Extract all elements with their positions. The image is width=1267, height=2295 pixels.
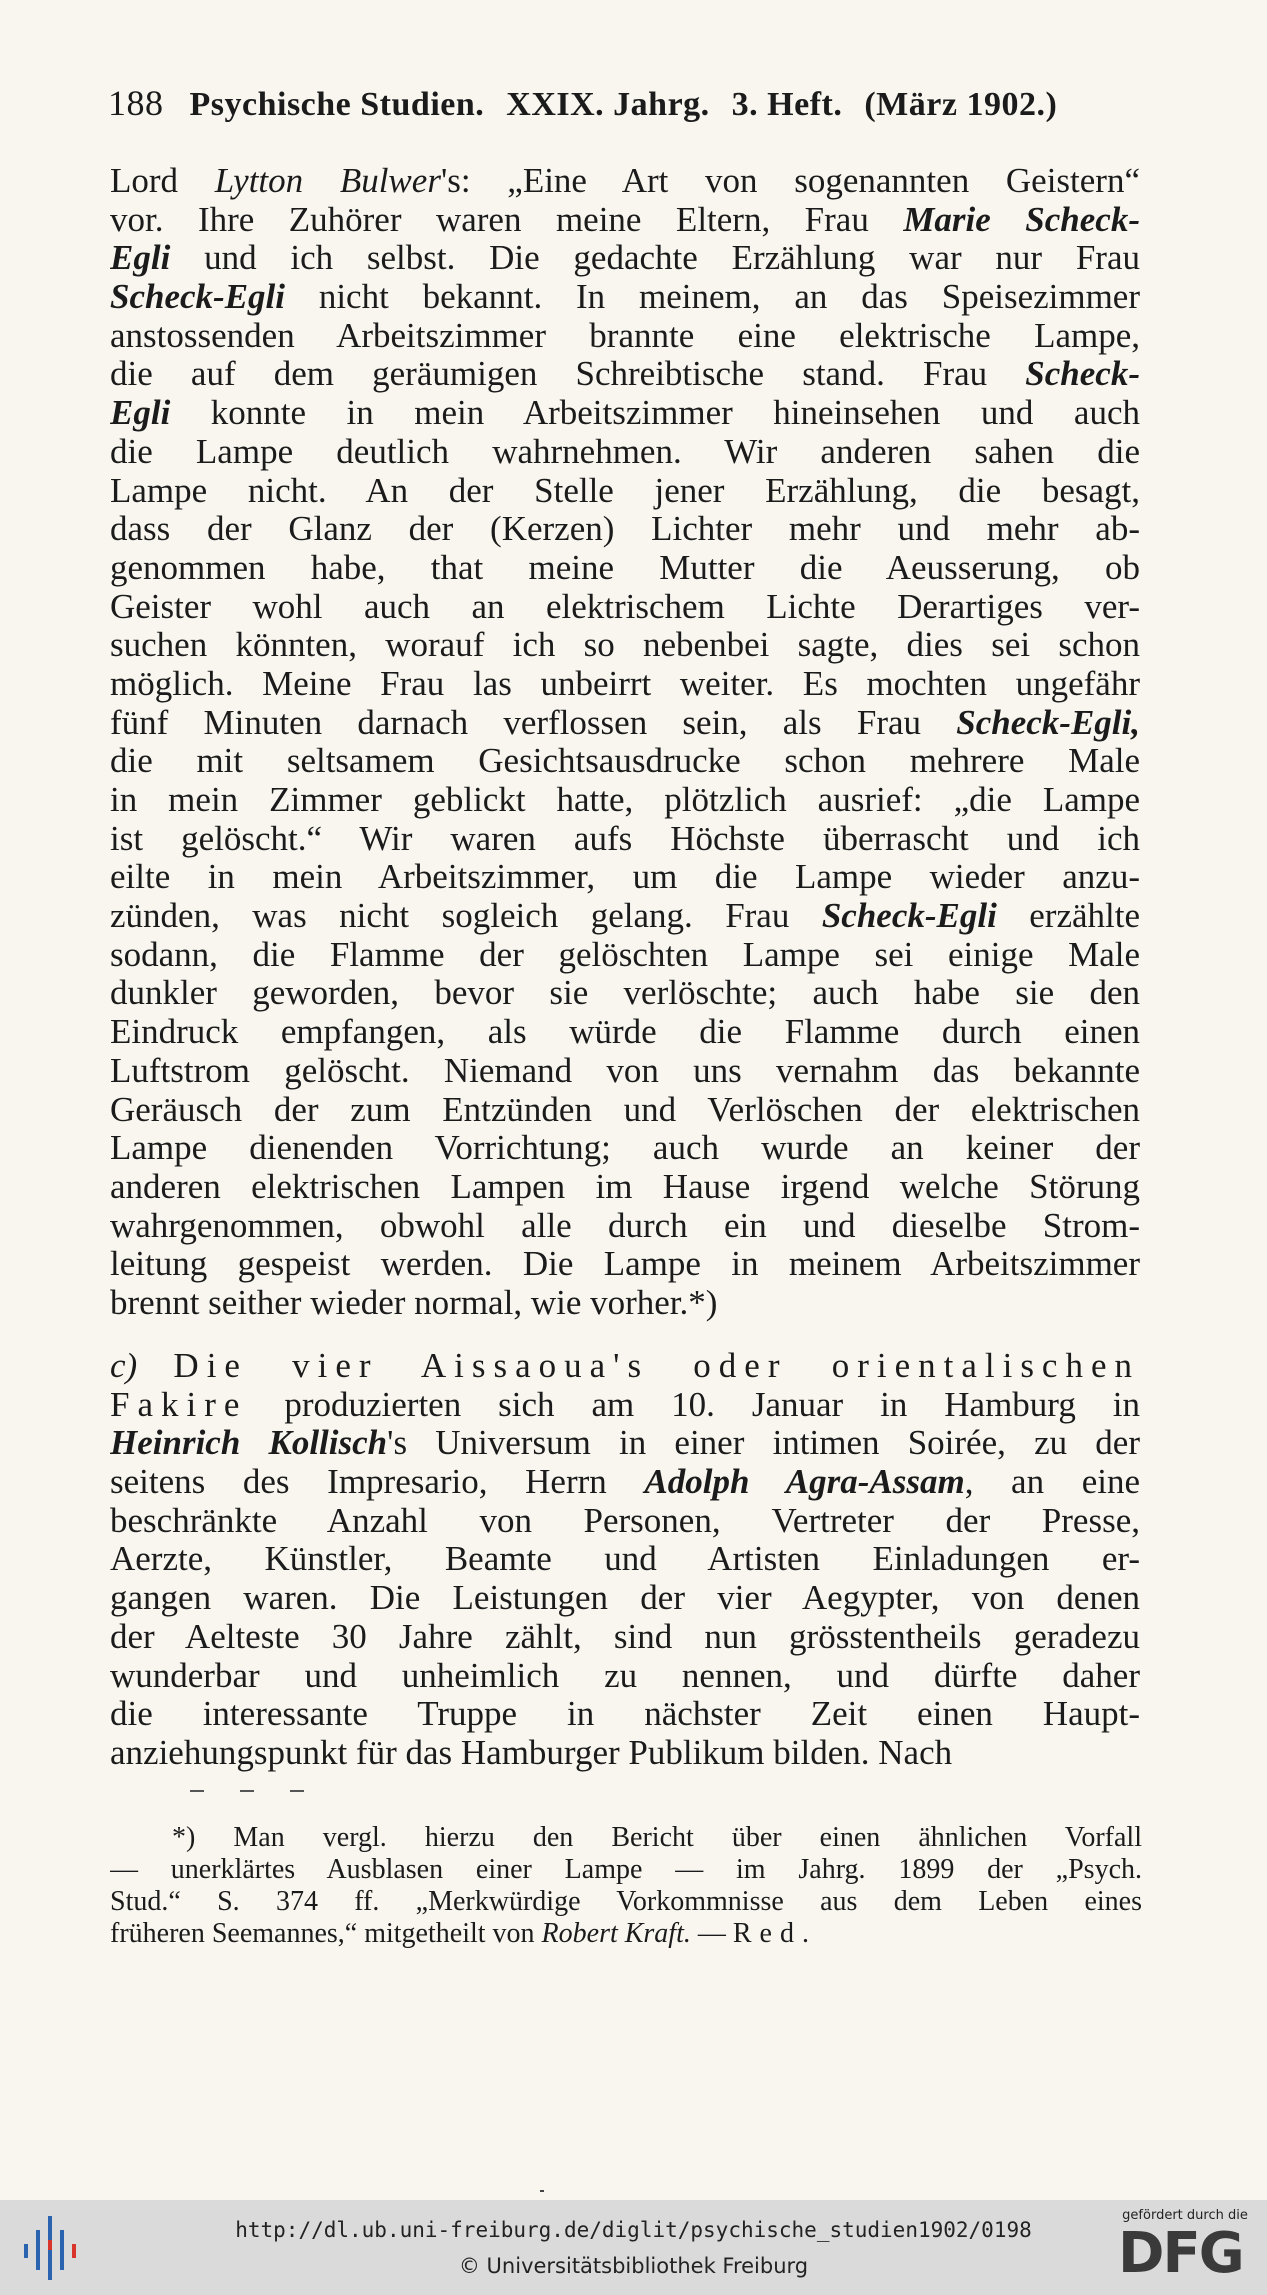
text-line: Lampe nicht. An der Stelle jener Erzählung, die besagt,	[110, 471, 1140, 510]
text-line: Luftstrom gelöscht. Niemand von uns vernahm das bekannte	[110, 1051, 1140, 1090]
paragraph-lamp-account	[110, 162, 1140, 1323]
text-line: in mein Zimmer geblickt hatte, plötzlich ausrief: „die Lampe	[110, 781, 1140, 819]
text-line: zünden, was nicht sogleich gelang. Frau Scheck-Egli erzählte	[110, 897, 1140, 936]
text-line: suchen könnten, worauf ich so nebenbei sagte, dies sei schon	[110, 626, 1140, 665]
text-line: fünf Minuten darnach verflossen sein, als Frau Scheck-Egli,	[110, 703, 1140, 742]
text-line: Fakire produzierten sich am 10. Januar in Hamburg in	[110, 1385, 1140, 1424]
text-line: anderen elektrischen Lampen im Hause irgend welche Störung	[110, 1167, 1140, 1206]
dfg-logo	[1112, 2208, 1258, 2290]
text-line: sodann, die Flamme der gelöschten Lampe sei einige Male	[110, 935, 1140, 974]
text-line: Scheck-Egli nicht bekannt. In meinem, an das Speisezimmer	[110, 278, 1140, 317]
text-line: — unerklärtes Ausblasen einer Lampe — im Jahrg. 1899 der „Psych.	[110, 1854, 1142, 1885]
text-line: die auf dem geräumigen Schreibtische stand. Frau Scheck-	[110, 355, 1140, 394]
text-line: der Aelteste 30 Jahre zählt, sind nun grösstentheils geradezu	[110, 1617, 1140, 1656]
text-line: möglich. Meine Frau las unbeirrt weiter. Es mochten ungefähr	[110, 664, 1140, 703]
text-line: brennt seither wieder normal, wie vorher.*)	[110, 1283, 718, 1322]
text-line: Eindruck empfangen, als würde die Flamme durch einen	[110, 1013, 1140, 1052]
issue-date: (März 1902.)	[864, 86, 1058, 123]
text-line: wunderbar und unheimlich zu nennen, und dürfte daher	[110, 1656, 1140, 1695]
text-line: *) Man vergl. hierzu den Bericht über einen ähnlichen Vorfall	[172, 1822, 1142, 1853]
text-line: die mit seltsamem Gesichtsausdrucke schon mehrere Male	[110, 742, 1140, 781]
text-line: c) Die vier Aissaoua's oder orientalischen	[110, 1347, 1140, 1385]
dfg-caption: gefördert durch die	[1122, 2208, 1248, 2223]
paragraph-aissaoua	[110, 1347, 1140, 1773]
text-line: wahrgenommen, obwohl alle durch ein und dieselbe Strom-	[110, 1206, 1140, 1245]
page-number: 188	[108, 83, 164, 123]
scan-speck	[540, 2190, 544, 2192]
issue: 3. Heft.	[731, 86, 843, 123]
text-line: früheren Seemannes,“ mitgetheilt von Robert Kraft. — Red.	[110, 1918, 817, 1949]
text-line: Egli konnte in mein Arbeitszimmer hineinsehen und auch	[110, 394, 1140, 433]
running-head	[108, 82, 1138, 124]
text-line: anstossenden Arbeitszimmer brannte eine elektrische Lampe,	[110, 316, 1140, 355]
text-line: Geräusch der zum Entzünden und Verlöschen der elektrischen	[110, 1090, 1140, 1129]
text-line: genommen habe, that meine Mutter die Aeusserung, ob	[110, 548, 1140, 587]
volume: XXIX. Jahrg.	[506, 86, 710, 123]
text-line: leitung gespeist werden. Die Lampe in meinem Arbeitszimmer	[110, 1245, 1140, 1284]
text-line: beschränkte Anzahl von Personen, Vertreter der Presse,	[110, 1501, 1140, 1540]
text-line: ist gelöscht.“ Wir waren aufs Höchste überrascht und ich	[110, 819, 1140, 858]
journal-title: Psychische Studien.	[189, 86, 485, 123]
text-line: anziehungspunkt für das Hamburger Publikum bilden. Nach	[110, 1733, 953, 1772]
text-line: Lampe dienenden Vorrichtung; auch wurde an keiner der	[110, 1129, 1140, 1168]
text-line: Lord Lytton Bulwer's: „Eine Art von sogenannten Geistern“	[110, 162, 1140, 200]
text-line: vor. Ihre Zuhörer waren meine Eltern, Frau Marie Scheck-	[110, 200, 1140, 239]
text-line: eilte in mein Arbeitszimmer, um die Lampe wieder anzu-	[110, 858, 1140, 897]
text-line: dunkler geworden, bevor sie verlöschte; auch habe sie den	[110, 974, 1140, 1013]
text-line: die Lampe deutlich wahrnehmen. Wir anderen sahen die	[110, 432, 1140, 471]
text-line: Heinrich Kollisch's Universum in einer intimen Soirée, zu der	[110, 1424, 1140, 1463]
text-line: Stud.“ S. 374 ff. „Merkwürdige Vorkommnisse aus dem Leben eines	[110, 1886, 1142, 1917]
text-line: Egli und ich selbst. Die gedachte Erzählung war nur Frau	[110, 239, 1140, 278]
text-line: die interessante Truppe in nächster Zeit einen Haupt-	[110, 1695, 1140, 1734]
footnote-separator	[190, 1790, 320, 1796]
source-url-link[interactable]: http://dl.ub.uni-freiburg.de/diglit/psychische_studien1902/0198	[235, 2218, 1032, 2242]
viewer-footer-bar	[0, 2200, 1267, 2295]
text-line: dass der Glanz der (Kerzen) Lichter mehr und mehr ab-	[110, 510, 1140, 549]
copyright-notice: © Universitätsbibliothek Freiburg	[458, 2254, 809, 2278]
dfg-mark: DFG	[1118, 2221, 1243, 2286]
text-line: gangen waren. Die Leistungen der vier Aegypter, von denen	[110, 1579, 1140, 1618]
text-line: Aerzte, Künstler, Beamte und Artisten Einladungen er-	[110, 1540, 1140, 1579]
footnote	[110, 1822, 1142, 1950]
text-line: Geister wohl auch an elektrischem Lichte Derartiges ver-	[110, 587, 1140, 626]
text-line: seitens des Impresario, Herrn Adolph Agra-Assam, an eine	[110, 1463, 1140, 1502]
